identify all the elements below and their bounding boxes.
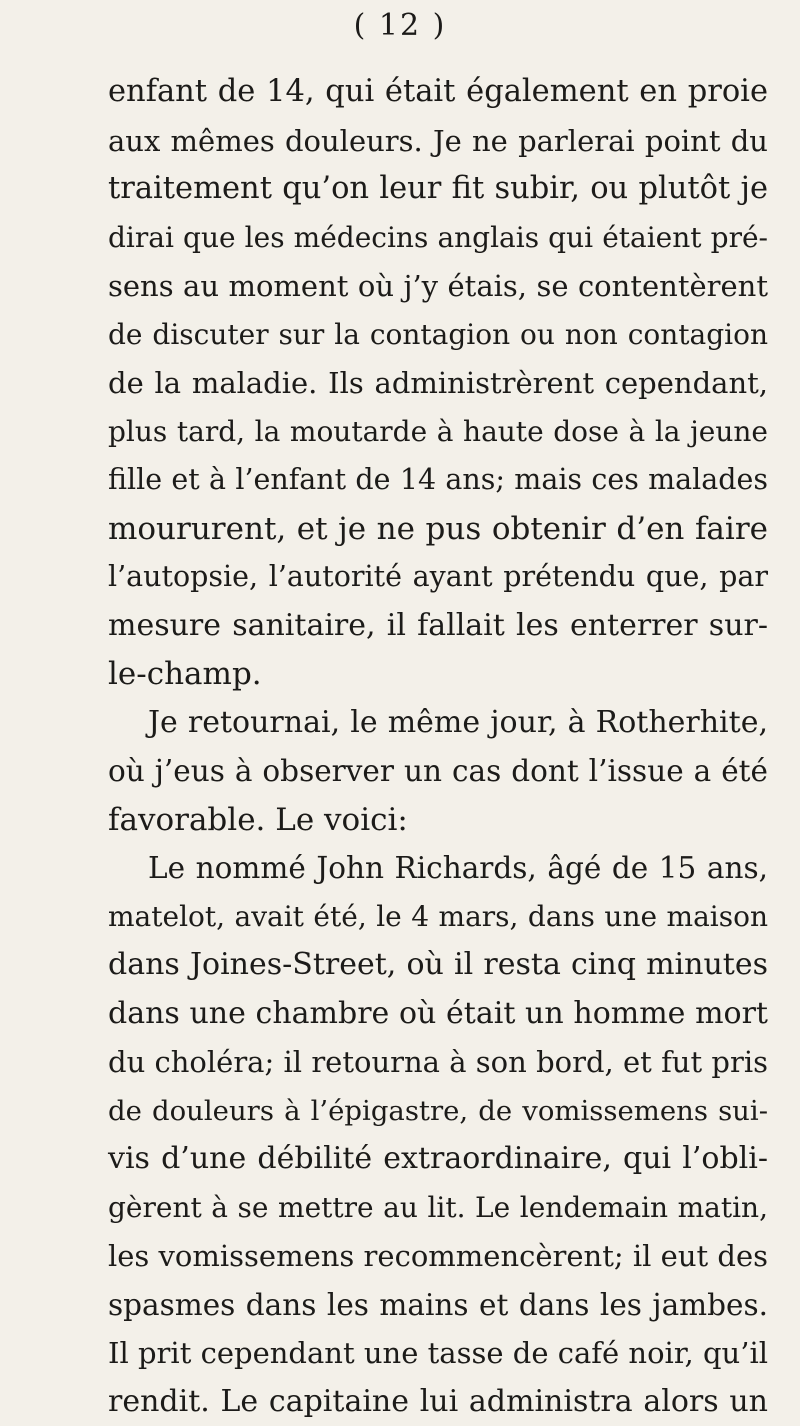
text-line: Le nommé John Richards, âgé de 15 ans, bbox=[108, 844, 768, 893]
text-line: dirai que les médecins anglais qui étaient pré- bbox=[108, 214, 768, 263]
text-line: de douleurs à l’épigastre, de vomissemens sui- bbox=[108, 1087, 768, 1136]
text-line: plus tard, la moutarde à haute dose à la jeune bbox=[108, 408, 768, 457]
text-line: où j’eus à observer un cas dont l’issue a été bbox=[108, 747, 768, 796]
text-line: de discuter sur la contagion ou non contagion bbox=[108, 311, 768, 360]
text-line: enfant de 14, qui était également en proie bbox=[108, 68, 768, 117]
body-text bbox=[108, 68, 768, 1426]
text-line: dans Joines-Street, où il resta cinq minutes bbox=[108, 941, 768, 990]
text-line: mesure sanitaire, il fallait les enterrer sur- bbox=[108, 602, 768, 651]
text-line: aux mêmes douleurs. Je ne parlerai point du bbox=[108, 117, 768, 166]
text-line: fille et à l’enfant de 14 ans; mais ces malades bbox=[108, 456, 768, 505]
text-line: spasmes dans les mains et dans les jambes. bbox=[108, 1281, 768, 1330]
text-line: gèrent à se mettre au lit. Le lendemain matin, bbox=[108, 1184, 768, 1233]
text-line: favorable. Le voici: bbox=[108, 796, 768, 845]
text-line: Il prit cependant une tasse de café noir, qu’il bbox=[108, 1329, 768, 1378]
text-line: de la maladie. Ils administrèrent cependant, bbox=[108, 359, 768, 408]
page-number: ( 12 ) bbox=[0, 6, 800, 46]
text-line: Je retournai, le même jour, à Rotherhite, bbox=[108, 699, 768, 748]
text-line: traitement qu’on leur fit subir, ou plutôt je bbox=[108, 165, 768, 214]
text-line: vis d’une débilité extraordinaire, qui l’obli- bbox=[108, 1135, 768, 1184]
text-line: moururent, et je ne pus obtenir d’en faire bbox=[108, 505, 768, 554]
text-line: rendit. Le capitaine lui administra alors un bbox=[108, 1378, 768, 1426]
text-line: dans une chambre où était un homme mort bbox=[108, 990, 768, 1039]
text-line: les vomissemens recommencèrent; il eut des bbox=[108, 1232, 768, 1281]
text-line: matelot, avait été, le 4 mars, dans une maison bbox=[108, 893, 768, 942]
text-line: sens au moment où j’y étais, se contentèrent bbox=[108, 262, 768, 311]
text-line: l’autopsie, l’autorité ayant prétendu que, par bbox=[108, 553, 768, 602]
text-line: le-champ. bbox=[108, 650, 768, 699]
text-line: du choléra; il retourna à son bord, et fut pris bbox=[108, 1038, 768, 1087]
